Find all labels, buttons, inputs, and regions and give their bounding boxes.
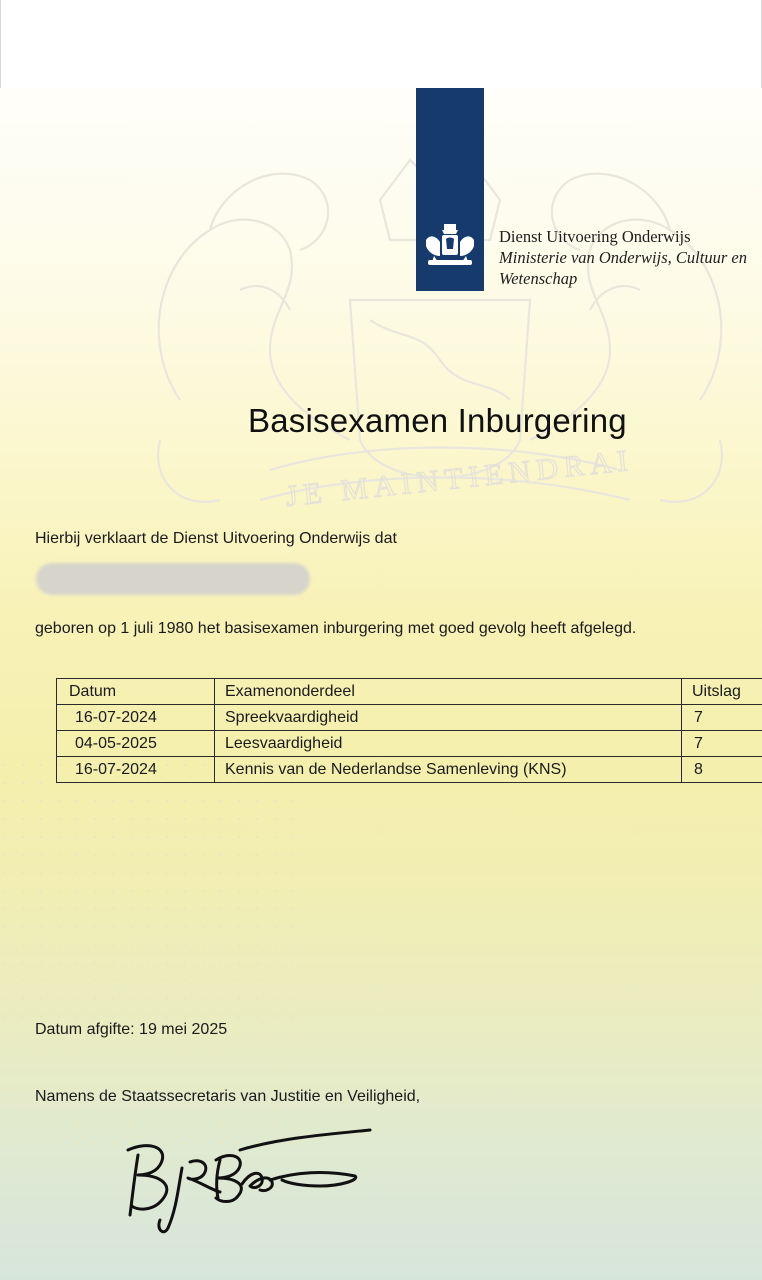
redacted-name [36,563,310,595]
results-table [56,678,762,783]
ministry-line-1: Ministerie van Onderwijs, Cultuur en [499,248,747,267]
row-exam-part: Kennis van de Nederlandse Samenleving (KNS) [215,757,682,783]
row-result: 7 [682,731,762,757]
row-exam-part: Spreekvaardigheid [215,705,682,731]
top-margin [0,0,762,88]
issue-date: Datum afgifte: 19 mei 2025 [35,1021,228,1038]
header-date: Datum [57,679,215,705]
intro-text: Hierbij verklaart de Dienst Uitvoering Onderwijs dat [35,530,397,547]
row-date: 16-07-2024 [57,705,215,731]
row-exam-part: Leesvaardigheid [215,731,682,757]
document-title: Basisexamen Inburgering [248,402,627,439]
row-result: 7 [682,705,762,731]
header-exam-part: Examenonderdeel [215,679,682,705]
table-header-row [57,679,762,705]
organization-name [499,226,761,289]
header-result: Uitslag [682,679,762,705]
table-row [57,757,762,783]
table-row [57,705,762,731]
handwritten-signature [120,1120,380,1240]
on-behalf-line: Namens de Staatssecretaris van Justitie en Veiligheid, [35,1088,421,1105]
svg-text:JE MAINTIENDRAI: JE MAINTIENDRAI [284,443,635,514]
org-name: Dienst Uitvoering Onderwijs [499,227,691,246]
ministry-line-2: Wetenschap [499,269,578,288]
birth-statement: geboren op 1 juli 1980 het basisexamen inburgering met goed gevolg heeft afgelegd. [35,620,637,637]
table-row [57,731,762,757]
row-date: 04-05-2025 [57,731,215,757]
coat-of-arms-logo-icon [420,222,480,274]
row-date: 16-07-2024 [57,757,215,783]
row-result: 8 [682,757,762,783]
